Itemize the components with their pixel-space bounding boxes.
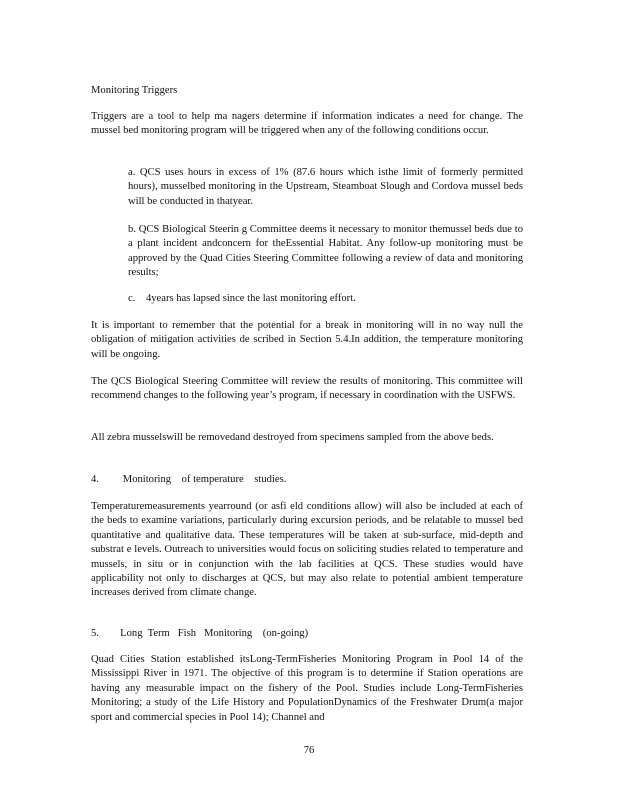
condition-c: c. 4years has lapsed since the last monitoring effort. bbox=[128, 293, 356, 304]
section-heading: Monitoring Triggers bbox=[91, 85, 178, 96]
paragraph-monitoring-break: It is important to remember that the potential for a break in monitoring will in no way null the obligation of mitigation activities de scribed in Section 5.4.In addition, the temperature monitoring will be ongoing. bbox=[91, 320, 523, 360]
fish-monitoring-heading: 5. Long Term Fish Monitoring (on-going) bbox=[91, 628, 309, 639]
condition-b: b. QCS Biological Steerin g Committee deems it necessary to monitor themussel beds due to a plant incident andconcern for theEssential Habitat. Any follow-up monitoring must be approved by the Quad Cities Steering Committee following a review of data and monitoring results; bbox=[128, 224, 523, 279]
paragraph-committee-review: The QCS Biological Steering Committee will review the results of monitoring. This committee will recommend changes to the following year’s program, if necessary in coordination with the USFWS. bbox=[91, 376, 523, 402]
temperature-heading: 4. Monitoring of temperature studies. bbox=[91, 474, 287, 485]
page-number: 76 bbox=[303, 745, 315, 756]
condition-a: a. QCS uses hours in excess of 1% (87.6 hours which isthe limit of formerly permitted hours), musselbed monitoring in the Upstream, Steamboat Slough and Cordova mussel beds will be conducted in thatyear. bbox=[128, 167, 523, 207]
paragraph-zebra-mussels: All zebra musselswill be removedand destroyed from specimens sampled from the above beds. bbox=[91, 432, 494, 443]
paragraph-temperature: Temperaturemeasurements yearround (or asfi eld conditions allow) will also be included at each of the beds to examine variations, particularly during excursion periods, and be relatable to mussel bed quantitative and qualitative data. These temperatures will be taken at sub-surface, mid-depth and substrat e levels. Outreach to universities would focus on soliciting studies related to temperature and mussels, in situ or in conjunction with the lab facilities at QCS. These studies would have applicability not only to discharges at QCS, but may also relate to potential ambient temperature increases derived from climate change. bbox=[91, 501, 523, 599]
intro-paragraph: Triggers are a tool to help ma nagers determine if information indicates a need for change. The mussel bed monitoring program will be triggered when any of the following conditions occur. bbox=[91, 111, 523, 137]
paragraph-fish-monitoring: Quad Cities Station established itsLong-TermFisheries Monitoring Program in Pool 14 of the Mississippi River in 1971. The objective of this program is to determine if Station operations are having any measurable impact on the fishery of the Pool. Studies include Long-TermFisheries Monitoring; a study of the Life History and PopulationDynamics of the Freshwater Drum(a major sport and commercial species in Pool 14); Channel and bbox=[91, 654, 523, 723]
